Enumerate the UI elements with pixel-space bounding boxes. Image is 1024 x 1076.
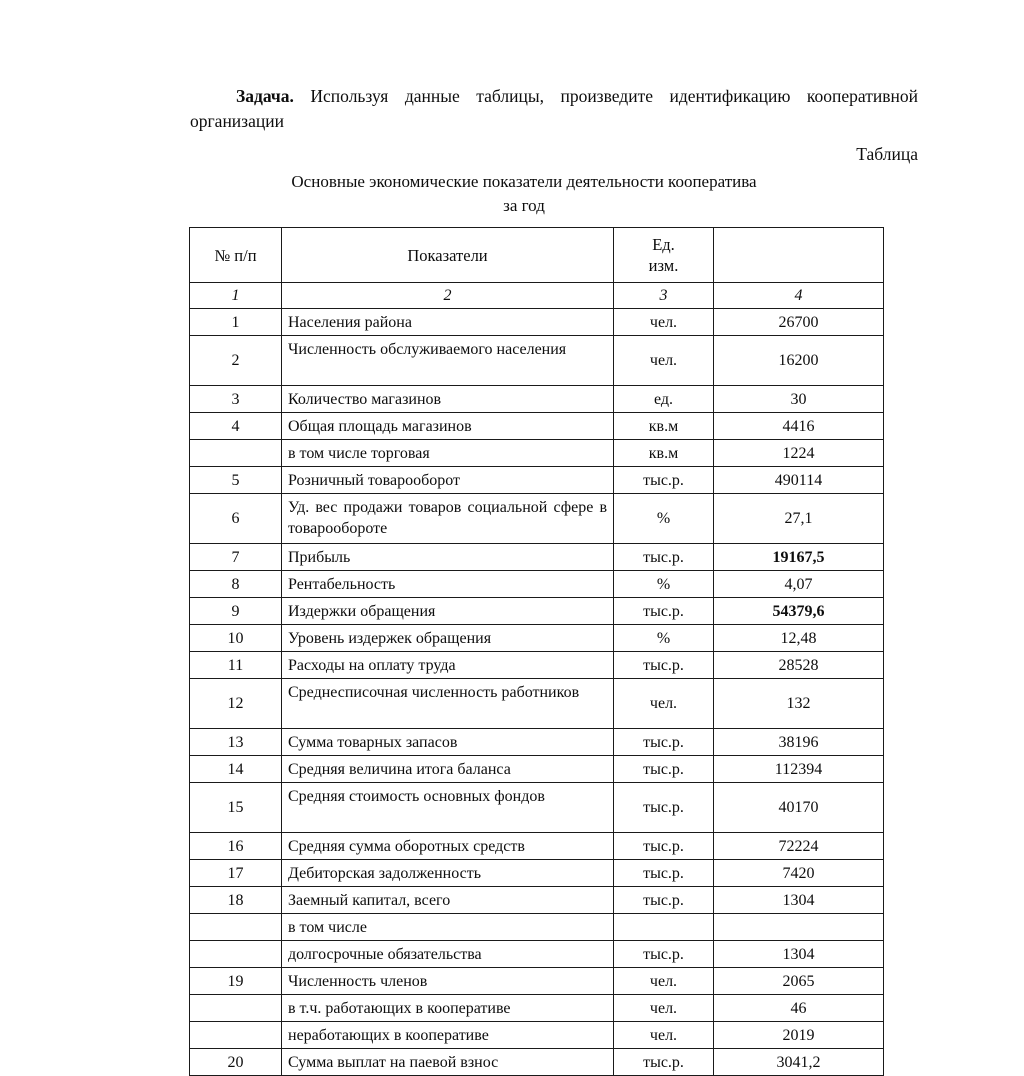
table-head — [190, 228, 884, 309]
row-unit: тыс.р. — [614, 652, 714, 679]
row-number: 10 — [190, 625, 282, 652]
row-value: 38196 — [714, 729, 884, 756]
row-value: 72224 — [714, 833, 884, 860]
row-value: 4416 — [714, 413, 884, 440]
row-value: 12,48 — [714, 625, 884, 652]
row-value: 1304 — [714, 941, 884, 968]
table-row — [190, 833, 884, 860]
table-label: Таблица — [856, 144, 918, 164]
row-number: 16 — [190, 833, 282, 860]
row-number: 6 — [190, 494, 282, 544]
table-title-line-2: за год — [503, 196, 545, 215]
row-value: 132 — [714, 679, 884, 729]
indicators-table — [189, 227, 884, 1076]
task-paragraph — [190, 84, 918, 134]
row-value: 26700 — [714, 309, 884, 336]
row-value: 1304 — [714, 887, 884, 914]
table-row — [190, 467, 884, 494]
row-number — [190, 914, 282, 941]
row-indicator-name: Средняя величина итога баланса — [282, 756, 614, 783]
header-unit-line-2: изм. — [648, 256, 679, 275]
row-indicator-name: Среднесписочная численность работников — [282, 679, 614, 729]
row-unit: чел. — [614, 679, 714, 729]
row-number: 18 — [190, 887, 282, 914]
row-unit: тыс.р. — [614, 783, 714, 833]
table-row — [190, 1049, 884, 1076]
row-unit: кв.м — [614, 440, 714, 467]
row-unit: тыс.р. — [614, 833, 714, 860]
row-unit: чел. — [614, 336, 714, 386]
row-value: 54379,6 — [714, 598, 884, 625]
row-unit — [614, 914, 714, 941]
table-row — [190, 336, 884, 386]
table-row — [190, 598, 884, 625]
header-number: № п/п — [190, 228, 282, 283]
row-number: 5 — [190, 467, 282, 494]
row-unit: % — [614, 625, 714, 652]
row-indicator-name: Уровень издержек обращения — [282, 625, 614, 652]
header-value — [714, 228, 884, 283]
row-number: 2 — [190, 336, 282, 386]
table-row — [190, 887, 884, 914]
row-indicator-name: Уд. вес продажи товаров социальной сфере в товарообороте — [282, 494, 614, 544]
row-unit: тыс.р. — [614, 729, 714, 756]
row-unit: тыс.р. — [614, 860, 714, 887]
row-value: 7420 — [714, 860, 884, 887]
table-row — [190, 783, 884, 833]
row-indicator-name: Рентабельность — [282, 571, 614, 598]
row-unit: тыс.р. — [614, 544, 714, 571]
table-row — [190, 995, 884, 1022]
column-number-1: 1 — [190, 283, 282, 309]
row-number: 4 — [190, 413, 282, 440]
row-number — [190, 941, 282, 968]
row-number: 9 — [190, 598, 282, 625]
row-unit: тыс.р. — [614, 756, 714, 783]
row-indicator-name: Общая площадь магазинов — [282, 413, 614, 440]
table-row — [190, 440, 884, 467]
row-unit: % — [614, 571, 714, 598]
row-number: 13 — [190, 729, 282, 756]
table-row — [190, 652, 884, 679]
table-row — [190, 679, 884, 729]
row-number: 7 — [190, 544, 282, 571]
row-value: 46 — [714, 995, 884, 1022]
row-unit: % — [614, 494, 714, 544]
row-indicator-name: Населения района — [282, 309, 614, 336]
row-unit: тыс.р. — [614, 1049, 714, 1076]
row-indicator-name: Численность обслуживаемого населения — [282, 336, 614, 386]
row-value: 40170 — [714, 783, 884, 833]
row-value: 4,07 — [714, 571, 884, 598]
row-indicator-name: Сумма товарных запасов — [282, 729, 614, 756]
table-row — [190, 625, 884, 652]
row-indicator-name: в том числе — [282, 914, 614, 941]
table-row — [190, 941, 884, 968]
row-number: 8 — [190, 571, 282, 598]
table-row — [190, 413, 884, 440]
row-number — [190, 440, 282, 467]
row-number: 19 — [190, 968, 282, 995]
row-unit: кв.м — [614, 413, 714, 440]
row-number — [190, 995, 282, 1022]
header-unit-line-1: Ед. — [652, 235, 675, 254]
row-indicator-name: неработающих в кооперативе — [282, 1022, 614, 1049]
table-row — [190, 968, 884, 995]
table-title-line-1: Основные экономические показатели деятельности кооператива — [291, 172, 757, 191]
row-number: 1 — [190, 309, 282, 336]
column-number-4: 4 — [714, 283, 884, 309]
table-row — [190, 309, 884, 336]
row-value: 112394 — [714, 756, 884, 783]
table-title — [190, 170, 918, 218]
task-paragraph-text: Используя данные таблицы, произведите идентификацию кооперативной организации — [190, 86, 918, 131]
row-value — [714, 914, 884, 941]
row-value: 28528 — [714, 652, 884, 679]
row-unit: тыс.р. — [614, 941, 714, 968]
row-indicator-name: в том числе торговая — [282, 440, 614, 467]
row-unit: тыс.р. — [614, 598, 714, 625]
row-value: 27,1 — [714, 494, 884, 544]
table-header-row — [190, 228, 884, 283]
header-indicator: Показатели — [282, 228, 614, 283]
row-unit: ед. — [614, 386, 714, 413]
task-lead-label: Задача. — [236, 86, 294, 106]
row-number: 17 — [190, 860, 282, 887]
table-row — [190, 494, 884, 544]
row-indicator-name: Средняя сумма оборотных средств — [282, 833, 614, 860]
row-value: 16200 — [714, 336, 884, 386]
document-heading-block — [190, 84, 918, 218]
table-row — [190, 756, 884, 783]
row-value: 2019 — [714, 1022, 884, 1049]
table-row — [190, 729, 884, 756]
table-column-numbering-row — [190, 283, 884, 309]
row-indicator-name: Прибыль — [282, 544, 614, 571]
row-unit: чел. — [614, 995, 714, 1022]
row-number: 15 — [190, 783, 282, 833]
table-body — [190, 309, 884, 1076]
row-value: 30 — [714, 386, 884, 413]
row-unit: тыс.р. — [614, 887, 714, 914]
row-indicator-name: Заемный капитал, всего — [282, 887, 614, 914]
column-number-3: 3 — [614, 283, 714, 309]
row-unit: тыс.р. — [614, 467, 714, 494]
row-value: 3041,2 — [714, 1049, 884, 1076]
row-value: 1224 — [714, 440, 884, 467]
row-value: 490114 — [714, 467, 884, 494]
row-unit: чел. — [614, 309, 714, 336]
table-row — [190, 1022, 884, 1049]
row-indicator-name: Расходы на оплату труда — [282, 652, 614, 679]
row-unit: чел. — [614, 968, 714, 995]
row-indicator-name: Количество магазинов — [282, 386, 614, 413]
row-indicator-name: Дебиторская задолженность — [282, 860, 614, 887]
table-row — [190, 544, 884, 571]
row-number: 14 — [190, 756, 282, 783]
table-row — [190, 386, 884, 413]
row-indicator-name: Численность членов — [282, 968, 614, 995]
header-unit — [614, 228, 714, 283]
row-number: 11 — [190, 652, 282, 679]
row-indicator-name: Сумма выплат на паевой взнос — [282, 1049, 614, 1076]
row-number — [190, 1022, 282, 1049]
row-indicator-name: в т.ч. работающих в кооперативе — [282, 995, 614, 1022]
table-row — [190, 914, 884, 941]
row-indicator-name: долгосрочные обязательства — [282, 941, 614, 968]
row-number: 3 — [190, 386, 282, 413]
row-value: 19167,5 — [714, 544, 884, 571]
row-indicator-name: Средняя стоимость основных фондов — [282, 783, 614, 833]
indicators-table-container — [189, 227, 883, 1076]
table-row — [190, 860, 884, 887]
row-indicator-name: Издержки обращения — [282, 598, 614, 625]
row-unit: чел. — [614, 1022, 714, 1049]
row-indicator-name: Розничный товарооборот — [282, 467, 614, 494]
row-value: 2065 — [714, 968, 884, 995]
column-number-2: 2 — [282, 283, 614, 309]
row-number: 20 — [190, 1049, 282, 1076]
row-number: 12 — [190, 679, 282, 729]
table-row — [190, 571, 884, 598]
